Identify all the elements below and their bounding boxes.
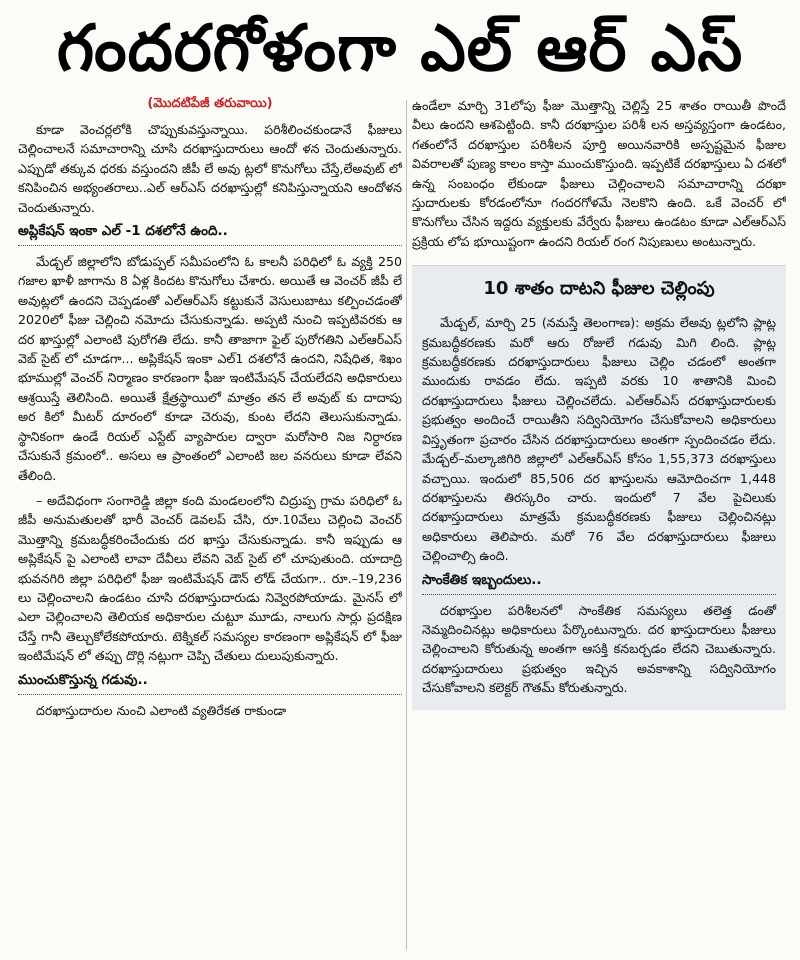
box-subhead: సాంకేతిక ఇబ్బందులు.. [422,572,776,595]
sidebar-box [412,265,786,709]
left-paragraph-3: – అదేవిధంగా సంగారెడ్డి జిల్లా కంది మండలంలోని చిద్రుప్ప గ్రామ పరిధిలో ఓ జీపీ అనుమతులతో భారీ వెంచర్ డెవలప్ చేసి, రూ.10వేలు చెల్లించి వెంచర్ మొత్తాన్ని క్రమబద్ధీకరించేందుకు దర ఖాస్తు చేసుకున్నాడు. కానీ ఇప్పుడు ఆ అప్లికేషన్ పై ఎలాంటి లావా దేవీలు లేవని వెబ్ సైట్ లో చూపుతుంది. యాదాద్రి భువనగిరి జిల్లా పరిధిలో ఫీజు ఇంటిమేషన్ డౌన్ లోడ్ చేయగా.. రూ.–19,236 లు చెల్లించాలని ఉండటం చూసి దరఖాస్తుదారుడు నివ్వెరపోయాడు. మైనస్ లో ఎలా చెల్లించాలని తెలియక అధికారుల చుట్టూ మూడు, నాలుగు సార్లు ప్రదక్షిణ చేస్తే గానీ తెల్చుకోలేకపోయారు. టెక్నికల్ సమస్యల కారణంగా అప్లికేషన్ లో ఫీజు ఇంటిమేషన్ లో తప్పు దొర్లి నట్లుగా చెప్పి చేతులు దులుపుకున్నారు. [18,492,402,664]
box-paragraph-1: మేడ్చల్, మార్చి 25 (నమస్తే తెలంగాణ): అక్రమ లేఅవు ట్లలోని ప్లాట్ల క్రమబద్ధీకరణకు మరో ఆరు రోజులే గడువు మిగి లింది. ప్లాట్ల క్రమబద్ధీకరణకు దరఖాస్తుదారులు ఫీజులు చెల్లిం చడంలో అంతగా ముందుకు రావడం లేదు. ఇప్పటి వరకు 10 శాతానికి మించి దరఖాస్తుదారులు ఫీజులు చెల్లించలేదు. ఎల్ఆర్ఎస్ దరఖాస్తుదారులకు ప్రభుత్వం అందించే రాయితీని సద్వినియోగం చేసుకోవాలని అధికారులు విస్తృతంగా ప్రచారం చేసిన దరఖాస్తుదారులు అంతగా స్పందించడం లేదు. మేడ్చల్–మల్కాజిగిరి జిల్లాలో ఎల్ఆర్ఎస్ కోసం 1,55,373 దరఖాస్తులు వచ్చాయి. ఇందులో 85,506 దర ఖాస్తులను ఆమోదించగా 1,448 దరఖాస్తులను తిరస్కరిం చారు. ఇందులో 7 వేల పైచిలుకు దరఖాస్తుదారులు మాత్రమే క్రమబద్ధీకరణకు ఫీజులు చెల్లించినట్లు అధికారులు తెలిపారు. మరో 76 వేల దరఖాస్తుదారులు ఫీజులు చెల్లించాల్సి ఉంది. [422,315,776,564]
box-paragraph-2: దరఖాస్తుల పరిశీలనలో సాంకేతిక సమస్యలు తలెత్త డంతో నెమ్మదించినట్లు అధికారులు పేర్కొంటున్నారు. దర ఖాస్తుదారులు ఫీజులు చెల్లించాలని కోరుతున్న అంతగా ఆసక్తి కనబర్చడం లేదని చెబుతున్నారు. దరఖాస్తుదారులు ప్రభుత్వం ఇచ్చిన అవకాశాన్ని సద్వినియోగం చేసుకోవాలని కలెక్టర్ గౌతమ్ కోరుతున్నారు. [422,602,776,696]
box-title: 10 శాతం దాటని ఫీజుల చెల్లింపు [483,278,715,300]
right-column [412,96,786,954]
left-paragraph-2: మేడ్చల్ జిల్లాలోని బోడుప్పల్ సమీపంలోని ఓ కాలనీ పరిధిలో ఓ వ్యక్తి 250 గజాల ఖాళీ జాగాను 8 ఏళ్ల కిందట కొనుగోలు చేశారు. అయితే ఆ వెంచర్ జీపీ లే అవుట్లలో ఉందని చెప్పడంతో ఎల్ఆర్ఎస్ కట్టుకునే వెసులుబాటు కల్పించడంతో 2020లో ఫీజు చెల్లించి నమోదు చేసుకున్నాడు. అప్పటి నుంచి ఇప్పటివరకు ఆ దర ఖాస్తుల్లో ఎలాంటి పురోగతి లేదు. కానీ తాజాగా ఫైల్ పురోగతిని ఎల్ఆర్ఎస్ వెబ్ సైట్ లో చూడగా... అప్లికేషన్ ఇంకా ఎల్1 దశలోనే ఉందని, నిషేధిత, శిఖం భూముల్లో వెంచర్ నిర్మాణం కారణంగా ఫీజు ఇంటిమేషన్ చేయలేదని అధికారులు ఆశ్రయిస్తే తెలిసింది. అయితే క్షేత్రస్థాయిలో మాత్రం తన లే అవుట్ కు దాదాపు అర కిలో మీటర్ దూరంలో కూడా చెరువు, కుంట లేదని తెలుసుకున్నాడు. స్థానికంగా ఉండే రియల్ ఎస్టేట్ వ్యాపారుల ద్వారా మరోసారి నిజ నిర్ధారణ చేసుకునే క్రమంలో.. అసలు ఆ ప్రాంతంలో ఎలాంటి జల వనరులు కూడా లేవని తేలింది. [18,254,402,483]
left-subhead-1: అప్లికేషన్ ఇంకా ఎల్ -1 దశలోనే ఉంది.. [18,223,402,246]
left-paragraph-1: కూడా వెంచర్లలోకి చొప్పుకువస్తున్నాయి. పరిశీలించకుండానే ఫీజులు చెల్లించాలనే సమాచారాన్ని చూసి దరఖాస్తుదారులు ఆందో ళన చెందుతున్నారు. ఎప్పుడో తక్కువ ధరకు వస్తుందని జీపీ లే అవు ట్లలో కొనుగోలు చేస్తే,లేఅవుట్ లో కనిపించిన అభ్యంతరాలు..ఎల్ ఆర్ఎస్ దరఖాస్తుల్లో కనిపిస్తున్నాయని ఆందోళన చెందుతున్నారు. [18,122,402,215]
headline: గందరగోళంగా ఎల్ ఆర్ ఎస్ [56,12,744,86]
left-paragraph-4: దరఖాస్తుదారుల నుంచి ఎలాంటి వ్యతిరేకత రాకుండా [36,702,287,718]
right-paragraph-1: ఉండేలా మార్చి 31లోపు ఫీజు మొత్తాన్ని చెల్లిస్తే 25 శాతం రాయితీ పొందే వీలు ఉందని ఆశపెట్టింది. కానీ దరఖాస్తుల పరిశీ లన అస్తవ్యస్తంగా ఉండటం, గతంలోనే దరఖాస్తుల పరిశీలన పూర్తి అయినవారికి అస్పష్టమైన ఫీజుల వివరాలతో పుణ్య కాలం కాస్తా ముంచుకొస్తుంది. ఇప్పటికే దరఖాస్తులు ఏ దశలో ఉన్న సంబంధం లేకుండా ఫీజులు చెల్లించాలని సమాచారాన్ని దరఖా స్తుదారులకు కోరడంలోనూ గందరగోళమే నెలకొని ఉంది. ఒకే వెంచర్ లో కొనుగోలు చేసిన ఇద్దరు వ్యక్తులకు వేర్వేరు ఫీజులు ఉండటం కూడా ఎల్ఆర్ఎస్ ప్రక్రియ లోప భూయిష్టంగా ఉందని రియల్ రంగ నిపుణులు అంటున్నారు. [412,98,786,249]
column-divider [406,100,407,950]
continuation-kicker: (మొదటిపేజీ తరువాయి) [147,96,273,111]
left-subhead-2: ముంచుకొస్తున్న గడువు.. [18,672,402,695]
left-column [18,96,402,954]
